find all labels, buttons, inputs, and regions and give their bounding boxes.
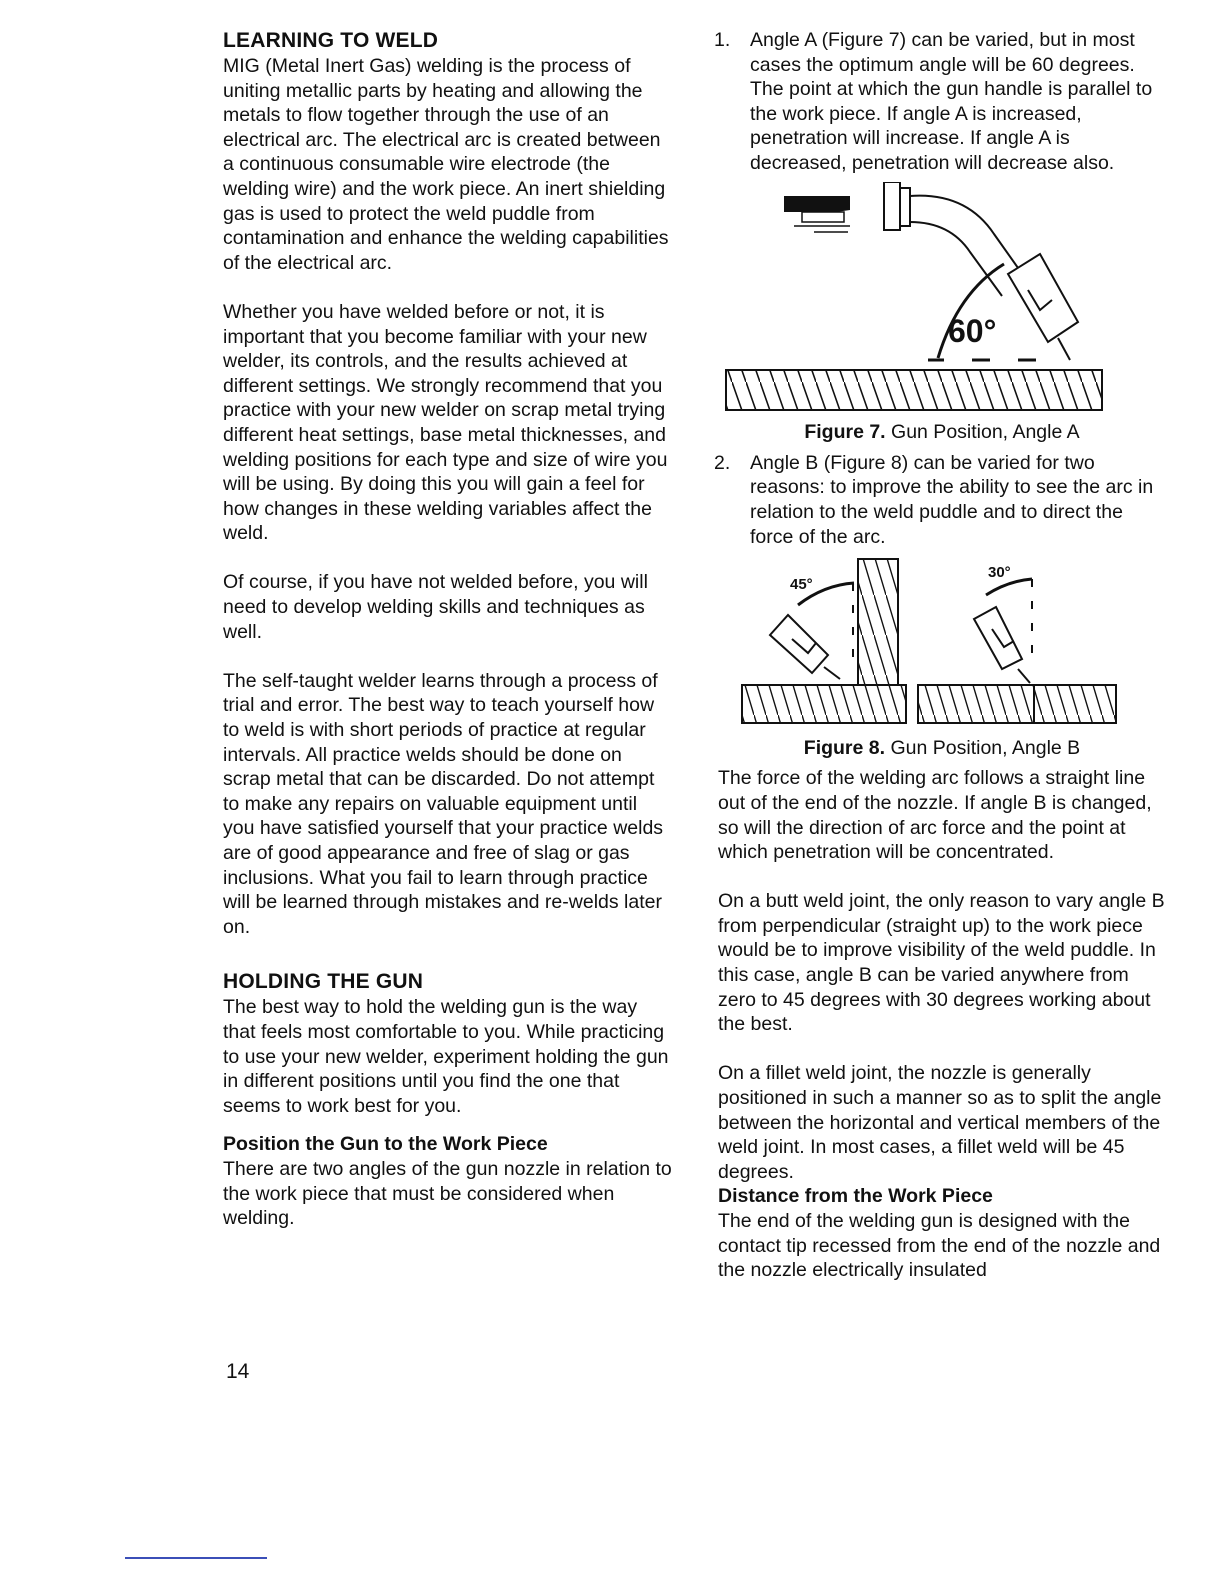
vertical-plate — [858, 559, 898, 685]
fillet-nozzle-icon — [770, 615, 840, 679]
paragraph-skills: Of course, if you have not welded before, you will need to develop welding skills and techniques as well. — [223, 571, 648, 643]
figure-7-caption — [718, 420, 1166, 445]
step-text: Angle A (Figure 7) can be varied, but in most cases the optimum angle will be 60 degrees. The point at which the gun handle is parallel to the work piece. If angle A is increased, penetration will increase. If angle A is decreased, penetration will decrease also. — [750, 29, 1153, 174]
figure-7 — [718, 182, 1166, 445]
heading-holding-the-gun: HOLDING THE GUN — [223, 970, 424, 994]
paragraph-familiarize: Whether you have welded before or not, it is important that you become familiar with your new welder, its controls, and the results achieved at different settings. We strongly recommend that you practice with your new welder on scrap metal trying different heat settings, base metal thicknesses, and welding positions for each type and size of wire you will be using. By doing this you will gain a feel for how changes in these welding variables affect the weld. — [223, 300, 668, 545]
figure-8-label: Figure 8. — [803, 736, 886, 759]
fillet-base-plate — [742, 685, 906, 723]
paragraph-hold-gun: The best way to hold the welding gun is the way that feels most comfortable to you. While practicing to use your new welder, experiment holding the gun in different positions until you find the one that seems to work best for you. — [223, 996, 669, 1117]
paragraph-butt-weld: On a butt weld joint, the only reason to vary angle B from perpendicular (straight up) to the work piece would be to improve visibility of the weld puddle. In this case, angle B can be varied anywhere from zero to 45 degrees with 30 degrees working about the best. — [718, 890, 1165, 1036]
figure-8-caption — [718, 736, 1166, 761]
figure-8-title: Gun Position, Angle B — [890, 736, 1081, 759]
figure-7-illustration — [718, 182, 1166, 412]
paragraph-two-angles: There are two angles of the gun nozzle in relation to the work piece that must be considered when welding. — [223, 1157, 672, 1230]
step-angle-b — [714, 451, 1166, 549]
page-number: 14 — [226, 1360, 250, 1383]
figure-8-fillet-angle-label: 45° — [790, 576, 813, 594]
figure-8-butt-angle-label: 30° — [988, 564, 1011, 582]
angle-steps-list — [714, 28, 1166, 176]
butt-base-plate — [918, 685, 1116, 723]
paragraph-contact-tip: The end of the welding gun is designed with the contact tip recessed from the end of the nozzle and the nozzle electrically insulated — [718, 1210, 1161, 1282]
subheading-position-gun: Position the Gun to the Work Piece — [223, 1133, 548, 1156]
welding-gun-icon — [784, 182, 1078, 360]
figure-7-label: Figure 7. — [804, 421, 886, 444]
figure-7-title: Gun Position, Angle A — [891, 421, 1080, 444]
figure-8 — [718, 555, 1166, 760]
heading-learning-to-weld: LEARNING TO WELD — [223, 29, 439, 52]
paragraph-self-taught: The self-taught welder learns through a process of trial and error. The best way to teach yourself how to weld is with short periods of practice at regular intervals. All practice welds should be done on scrap metal that can be discarded. Do not attempt to make any repairs on valuable equipment until you have satisfied yourself that your practice welds are of good appearance and free of slag or gas inclusions. What you fail to learn through practice will be learned through mistakes and re-welds later on. — [223, 669, 664, 938]
left-column — [223, 28, 673, 1231]
step-number: 1. — [714, 29, 731, 51]
angle-steps-list-2 — [714, 451, 1166, 549]
step-text: Angle B (Figure 8) can be varied for two reasons: to improve the ability to see the arc in relation to the weld puddle and to direct the force of the arc. — [750, 451, 1154, 548]
step-angle-a — [714, 28, 1166, 176]
work-piece — [726, 370, 1102, 410]
paragraph-arc-force: The force of the welding arc follows a straight line out of the end of the nozzle. If angle B is changed, so will the direction of arc force and the point at which penetration will be concentrated. — [718, 767, 1152, 864]
paragraph-fillet-weld: On a fillet weld joint, the nozzle is generally positioned in such a manner so as to split the angle between the horizontal and vertical members of the weld joint. In most cases, a fillet weld will be 45 degrees. — [718, 1062, 1162, 1183]
step-number: 2. — [714, 451, 731, 474]
right-column — [714, 28, 1166, 1283]
butt-nozzle-icon — [974, 607, 1030, 683]
paragraph-mig-intro: MIG (Metal Inert Gas) welding is the process of uniting metallic parts by heating and allowing the metals to flow together through the use of an electrical arc. The electrical arc is created between a continuous consumable wire electrode (the welding wire) and the work piece. An inert shielding gas is used to protect the weld puddle from contamination and enhance the welding capabilities of the electrical arc. — [223, 55, 669, 274]
figure-8-illustration — [718, 555, 1166, 727]
subheading-distance: Distance from the Work Piece — [718, 1185, 993, 1208]
bottom-rule — [125, 1557, 267, 1559]
figure-7-angle-label: 60° — [948, 312, 997, 349]
